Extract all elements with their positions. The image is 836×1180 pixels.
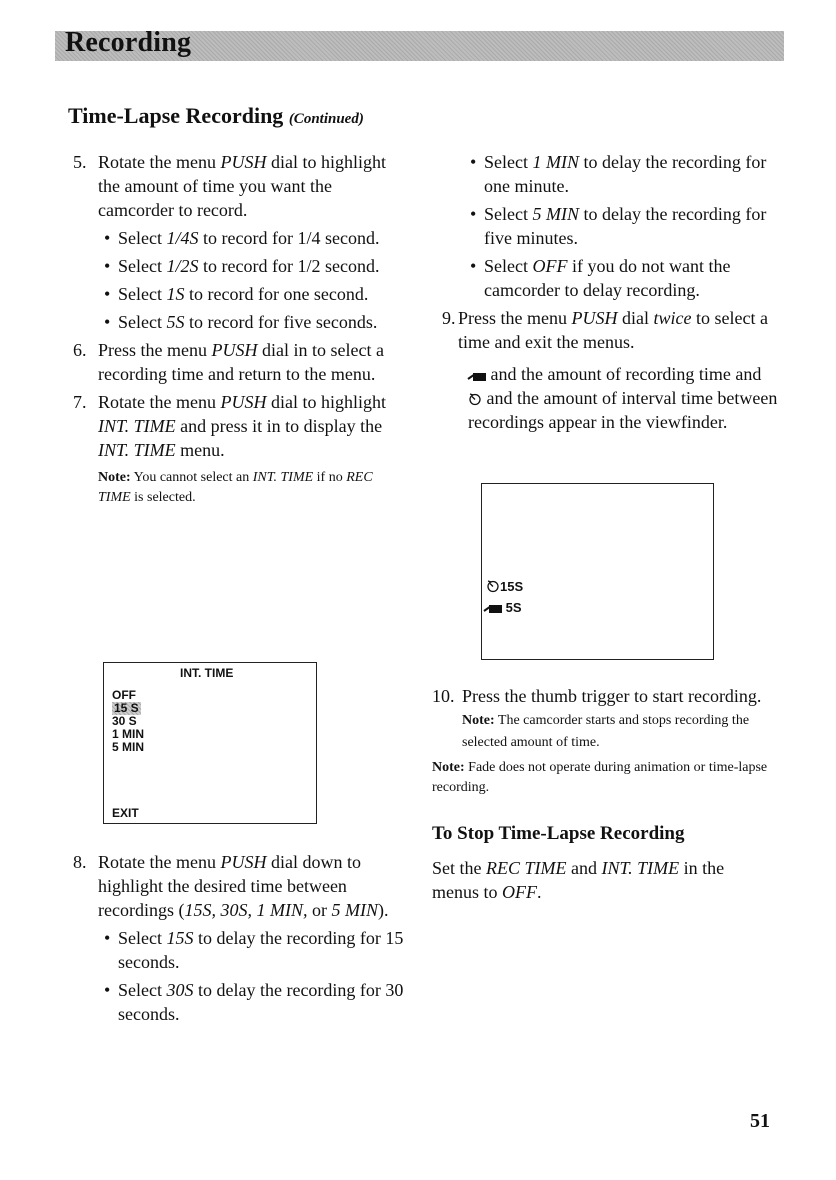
right-bullets bbox=[442, 150, 782, 302]
timer-icon bbox=[486, 579, 500, 593]
menu-option-1min: 1 MIN bbox=[112, 727, 145, 741]
menu-exit: EXIT bbox=[112, 806, 139, 820]
page-number: 51 bbox=[750, 1110, 770, 1132]
timer-icon bbox=[468, 392, 482, 406]
step-5: 5. Rotate the menu PUSH dial to highlight the amount of time you want the camcorder to record. bbox=[73, 152, 386, 220]
menu-option-30s: 30 S bbox=[112, 714, 137, 728]
menu-options bbox=[112, 689, 144, 754]
camera-hand-icon bbox=[484, 602, 502, 613]
bullet-item: • Select 5S to record for five seconds. bbox=[104, 312, 378, 332]
vf-interval-value: 15S bbox=[500, 579, 524, 594]
title-continued: (Continued) bbox=[288, 111, 364, 127]
step-6: 6. Press the menu PUSH dial in to select a recording time and return to the menu. bbox=[73, 340, 384, 384]
banner-title: Recording bbox=[65, 27, 192, 58]
bullet-item: • Select 5 MIN to delay the recording for five minutes. bbox=[470, 204, 767, 248]
section-banner bbox=[55, 27, 784, 61]
left-column-bottom bbox=[68, 850, 408, 1030]
camera-hand-icon bbox=[468, 370, 486, 381]
int-time-menu-screen bbox=[103, 662, 317, 824]
bullet-item: • Select OFF if you do not want the camcorder to delay recording. bbox=[470, 256, 731, 300]
note-start-stop: Note: The camcorder starts and stops recording the selected amount of time. bbox=[462, 713, 750, 750]
bullet-item: • Select 15S to delay the recording for 15 seconds. bbox=[104, 928, 404, 972]
bullet-item: • Select 1/4S to record for 1/4 second. bbox=[104, 228, 380, 248]
bullet-item: • Select 1S to record for one second. bbox=[104, 284, 369, 304]
title-text: Time-Lapse Recording bbox=[68, 103, 284, 128]
right-column-top bbox=[442, 150, 782, 434]
step-9-indicator-text: and the amount of recording time and and the amount of interval time between recordings appear in the viewfinder. bbox=[468, 364, 778, 432]
bullet-item: • Select 1/2S to record for 1/2 second. bbox=[104, 256, 380, 276]
step-10: 10. Press the thumb trigger to start recording. Note: The camcorder starts and stops recording the selected amount of time. bbox=[432, 684, 782, 754]
menu-option-15s-selected: 15 S bbox=[114, 701, 139, 715]
note-int-time: Note: You cannot select an INT. TIME if no REC TIME is selected. bbox=[98, 470, 373, 505]
menu-title: INT. TIME bbox=[180, 666, 234, 680]
page-title bbox=[68, 103, 364, 129]
menu-option-off: OFF bbox=[112, 688, 136, 702]
menu-option-5min: 5 MIN bbox=[112, 740, 145, 754]
step-9: 9. Press the menu PUSH dial twice to select a time and exit the menus. bbox=[442, 308, 768, 352]
step-8-bullets bbox=[68, 926, 408, 1026]
right-column-bottom bbox=[432, 684, 782, 904]
note-fade: Note: Fade does not operate during animation or time-lapse recording. bbox=[432, 760, 768, 795]
step-8: 8. Rotate the menu PUSH dial down to highlight the desired time between recordings (15S, 30S, 1 MIN, or 5 MIN). bbox=[73, 852, 389, 920]
vf-rec-value: 5S bbox=[505, 600, 522, 615]
vf-interval-row bbox=[486, 579, 523, 594]
step-5-bullets bbox=[68, 226, 408, 334]
viewfinder-display bbox=[481, 483, 714, 660]
left-column-top bbox=[68, 150, 408, 512]
step-7: 7. Rotate the menu PUSH dial to highlight INT. TIME and press it in to display the INT. TIME menu. Note: You cannot select an INT. TIME if no REC TIME is selected. bbox=[68, 390, 408, 508]
bullet-item: • Select 30S to delay the recording for 30 seconds. bbox=[104, 980, 404, 1024]
vf-rec-row bbox=[484, 600, 522, 615]
bullet-item: • Select 1 MIN to delay the recording for one minute. bbox=[470, 152, 767, 196]
stop-text: Set the REC TIME and INT. TIME in the menus to OFF. bbox=[432, 858, 725, 902]
stop-heading: To Stop Time-Lapse Recording bbox=[432, 823, 685, 844]
